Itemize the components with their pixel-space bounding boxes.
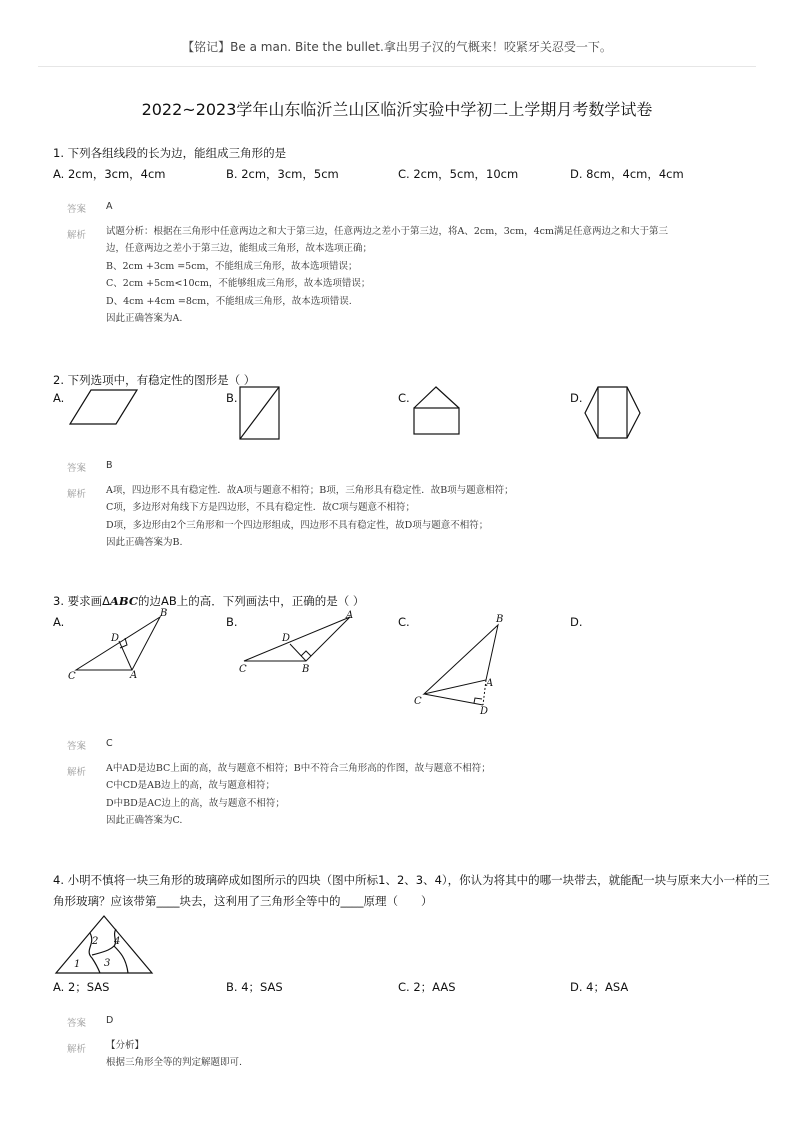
q3-analysis-line: A中AD是边BC上面的高，故与题意不相符；B中不符合三角形高的作图，故与题意不相符； [106,763,491,774]
question-1-text: 1. 下列各组线段的长为边，能组成三角形的是 [53,146,287,160]
q3a-label-b: B [160,608,168,619]
q1-answer-value: A [106,201,113,212]
q3-answer-value: C [106,738,113,749]
q3c-label-a: A [486,678,494,689]
q1-option-c: C. 2cm，5cm，10cm [398,167,519,181]
q3-option-d: D. [570,615,583,629]
q1-option-d: D. 8cm，4cm，4cm [570,167,684,181]
q2-option-c: C. [398,391,410,405]
q3b-label-b: B [302,664,310,675]
q1-analysis-label: 解析 [67,230,87,241]
question-2-text: 2. 下列选项中，有稳定性的图形是（ ） [53,373,256,387]
q2-option-a: A. [53,391,65,405]
q3b-label-a: A [346,610,354,621]
q3c-label-b: B [496,614,504,625]
q1-analysis-line: 边，任意两边之差小于第三边，能组成三角形，故本选项正确； [106,243,373,255]
page-title: 2022~2023学年山东临沂兰山区临沂实验中学初二上学期月考数学试卷 [141,100,653,119]
q3-analysis-label: 解析 [67,767,87,778]
q4-option-c: C. 2；AAS [398,980,456,994]
q3-option-b: B. [226,615,238,629]
q3c-label-d: D [480,706,489,717]
q3-text-prefix: 3. 要求画Δ [53,594,110,608]
q3-analysis-line: C中CD是AB边上的高，故与题意相符； [106,780,275,792]
q1-analysis-line: D、4cm +4cm =8cm，不能组成三角形，故本选项错误. [106,295,352,307]
q3a-label-c: C [68,671,76,682]
q3-analysis-line: 因此正确答案为C. [106,815,183,827]
q2-analysis-line: 因此正确答案为B. [106,537,183,549]
q1-analysis-line: B、2cm +3cm =5cm，不能组成三角形，故本选项错误； [106,260,358,272]
q3a-label-d: D [111,633,120,644]
q3-analysis-line: D中BD是AC边上的高，故与题意不相符； [106,797,285,809]
q2-answer-label: 答案 [67,463,87,474]
q1-answer-label: 答案 [67,204,87,215]
q1-analysis-line: 因此正确答案为A. [106,313,183,325]
q1-option-a: A. 2cm，3cm，4cm [53,167,166,181]
q4-answer-value: D [106,1015,114,1026]
q3a-label-a: A [130,670,138,681]
q3c-label-c: C [414,696,422,707]
q4-analysis-line: 【分析】 [106,1040,145,1051]
q4-option-a: A. 2；SAS [53,980,110,994]
q2-analysis-label: 解析 [67,489,87,500]
question-4-text-line1: 4. 小明不慎将一块三角形的玻璃碎成如图所示的四块（图中所标1、2、3、4），你认为将其中的哪一块带去，就能配一块与原来大小一样的三 [53,873,770,887]
q4-analysis [106,1037,716,1072]
q3b-label-d: D [282,633,291,644]
q3-option-c: C. [398,615,410,629]
q2-analysis-line: C项，多边形对角线下方是四边形，不具有稳定性．故C项与题意不相符； [106,502,416,514]
q4-piece-label-2: 2 [92,936,99,947]
q3-option-a: A. [53,615,65,629]
q2-analysis-line: A项，四边形不具有稳定性．故A项与题意不相符；B项，三角形具有稳定性．故B项与题意相符； [106,485,514,496]
q4-option-b: B. 4；SAS [226,980,283,994]
q2-option-d: D. [570,391,583,405]
q3b-label-c: C [239,664,247,675]
motto-banner: 【铭记】Be a man. Bite the bullet.拿出男子汉的气概来！咬紧牙关忍受一下。 [182,40,612,54]
q4-analysis-label: 解析 [67,1044,87,1055]
q2-option-b: B. [226,391,238,405]
q3-text-suffix: 的边AB上的高．下列画法中，正确的是（ ） [138,594,365,608]
q4-analysis-line: 根据三角形全等的判定解题即可. [106,1057,243,1069]
q4-answer-label: 答案 [67,1018,87,1029]
q4-piece-label-3: 3 [104,958,111,969]
q4-piece-label-1: 1 [74,959,81,970]
q3-triangle-name: ABC [110,594,139,608]
q4-piece-label-4: 4 [114,936,121,947]
q3-answer-label: 答案 [67,741,87,752]
q2-answer-value: B [106,460,113,471]
q2-analysis-line: D项，多边形由2个三角形和一个四边形组成，四边形不具有稳定性，故D项与题意不相符； [106,519,489,531]
q1-analysis-line: C、2cm +5cm<10cm，不能够组成三角形，故本选项错误； [106,278,371,290]
q1-option-b: B. 2cm，3cm，5cm [226,167,339,181]
question-4-text-line2: 角形玻璃？应该带第____块去，这利用了三角形全等中的____原理（ ） [53,894,433,908]
q4-option-d: D. 4；ASA [570,980,629,994]
q1-analysis-line: 试题分析：根据在三角形中任意两边之和大于第三边，任意两边之差小于第三边，将A、2cm，3cm，4cm满足任意两边之和大于第三 [106,226,668,237]
